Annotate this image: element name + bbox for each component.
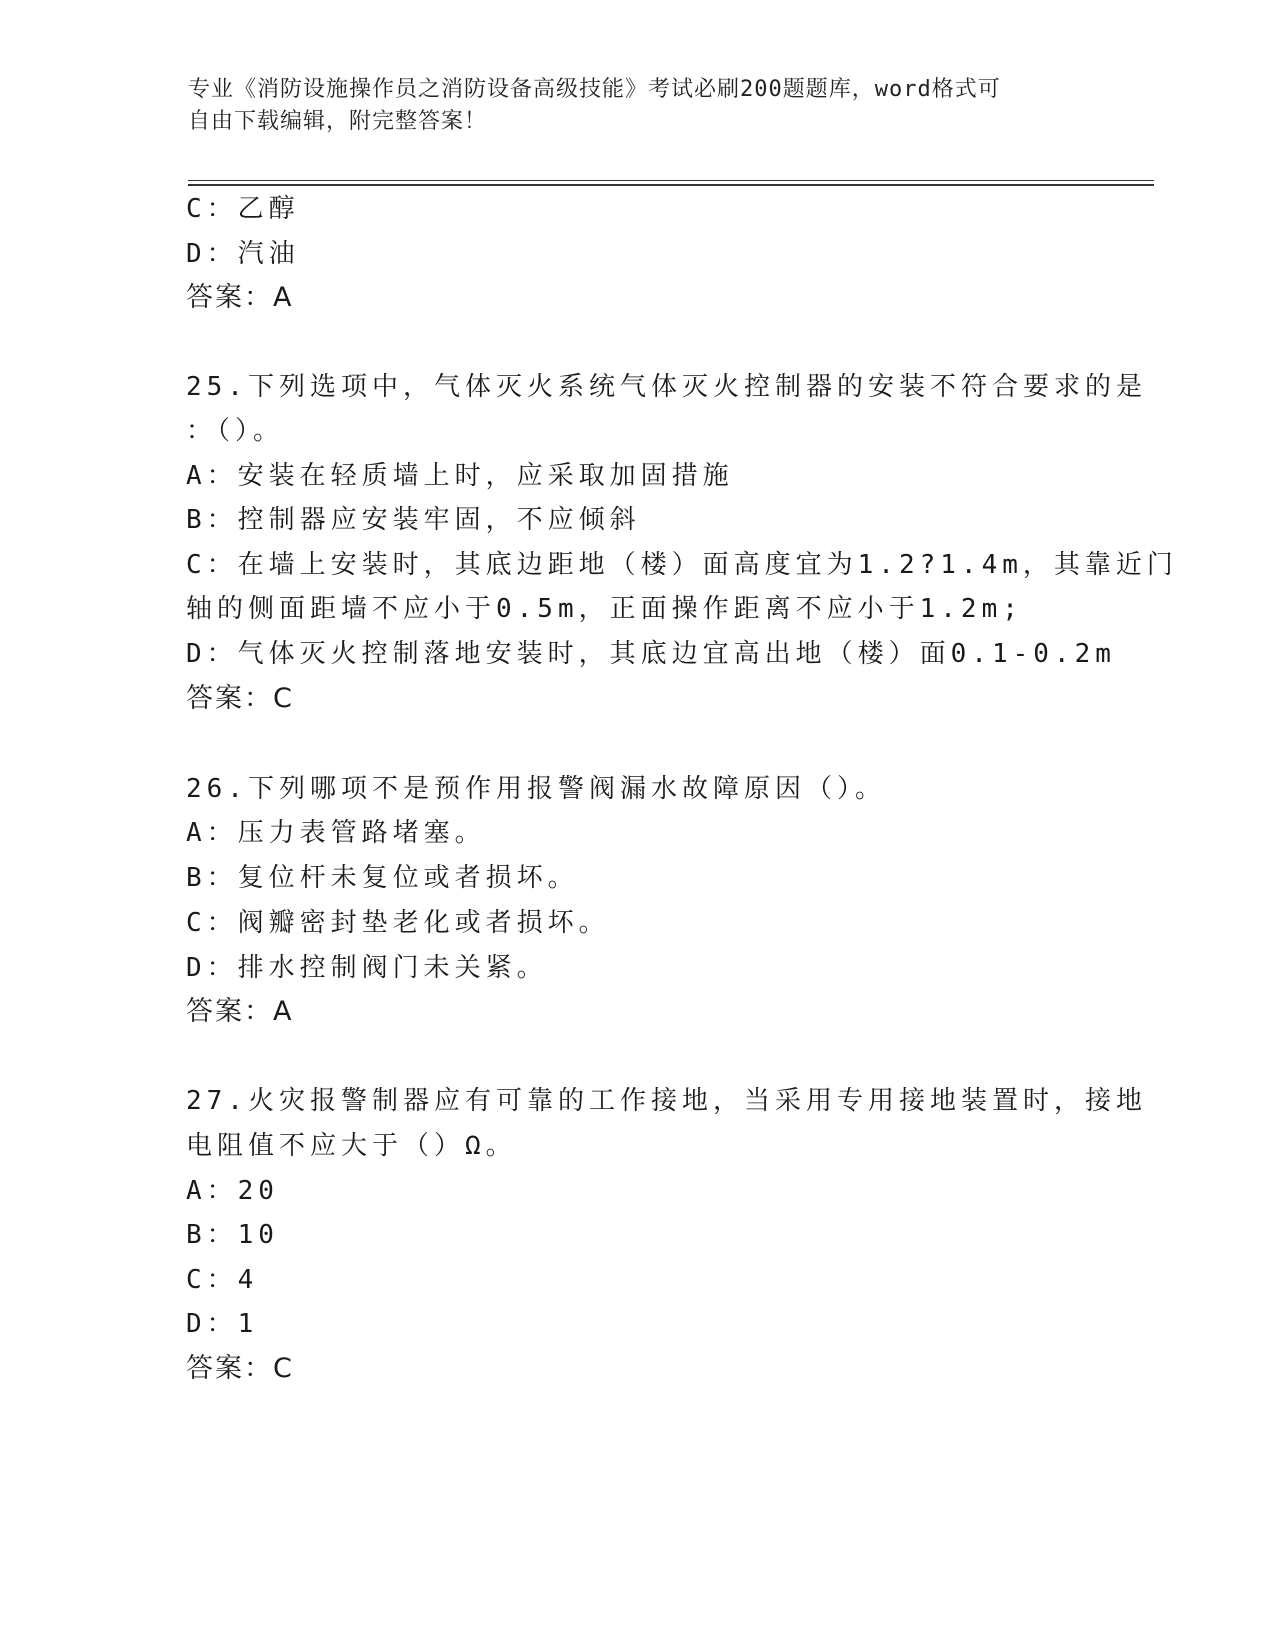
q25-option-a: A：安装在轻质墙上时，应采取加固措施: [186, 461, 734, 491]
q27-option-c: C：4: [186, 1265, 259, 1295]
q27-option-a: A：20: [186, 1176, 279, 1206]
document-header: [188, 74, 1068, 138]
q26-option-d: D：排水控制阀门未关紧。: [186, 953, 548, 983]
header-divider-thick: [188, 184, 1154, 186]
q27-answer: 答案：C: [186, 1353, 294, 1384]
q25-option-c-line-1: C：在墙上安装时，其底边距地（楼）面高度宜为1.2?1.4m，其靠近门: [186, 550, 1178, 580]
q27-option-d: D：1: [186, 1309, 259, 1339]
q25-stem-line-1: 25.下列选项中，气体灭火系统气体灭火控制器的安装不符合要求的是: [186, 372, 1147, 402]
header-line-2: 自由下载编辑，附完整答案！: [188, 109, 488, 134]
q26-stem: 26.下列哪项不是预作用报警阀漏水故障原因（）。: [186, 774, 886, 804]
q25-option-b: B：控制器应安装牢固，不应倾斜: [186, 505, 641, 535]
q24-answer: 答案：A: [186, 282, 294, 313]
q26-option-c: C：阀瓣密封垫老化或者损坏。: [186, 908, 610, 938]
q25-answer: 答案：C: [186, 683, 294, 714]
q25-stem-line-2: ：（）。: [186, 416, 285, 446]
header-line-1: 专业《消防设施操作员之消防设备高级技能》考试必刷200题题库，word格式可: [188, 77, 1001, 102]
header-divider-thin: [188, 180, 1154, 181]
q24-option-d: D：汽油: [186, 239, 300, 269]
q27-stem-line-1: 27.火灾报警制器应有可靠的工作接地，当采用专用接地装置时，接地: [186, 1086, 1147, 1116]
q24-option-c: C：乙醇: [186, 194, 300, 224]
q26-option-a: A：压力表管路堵塞。: [186, 818, 486, 848]
q26-answer: 答案：A: [186, 996, 294, 1027]
q25-option-d: D：气体灭火控制落地安装时，其底边宜高出地（楼）面0.1-0.2m: [186, 639, 1116, 669]
q26-option-b: B：复位杆未复位或者损坏。: [186, 863, 579, 893]
q25-option-c-line-2: 轴的侧面距墙不应小于0.5m，正面操作距离不应小于1.2m;: [186, 594, 1023, 624]
q27-stem-line-2: 电阻值不应大于（）Ω。: [186, 1131, 517, 1161]
q27-option-b: B：10: [186, 1220, 279, 1250]
